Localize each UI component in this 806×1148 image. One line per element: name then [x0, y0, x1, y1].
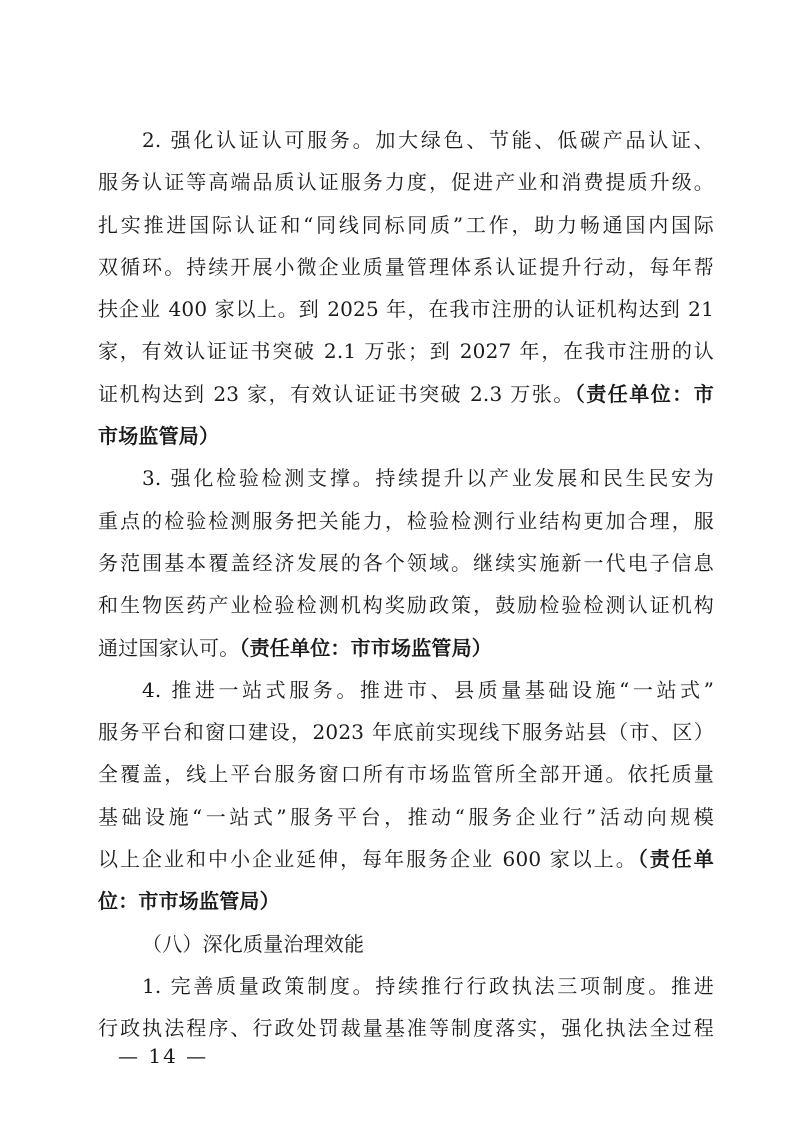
- paragraph-2-line-2: 服务认证等高端品质认证服务力度，促进产业和消费提质升级。: [98, 170, 714, 195]
- responsibility-label: （责任单位：市市场监管局）: [239, 635, 493, 660]
- responsibility-unit: 市场监管局）: [98, 424, 220, 449]
- paragraph-3-line-5-text: 通过国家认可。: [98, 635, 240, 660]
- page-number: 14: [148, 1044, 178, 1068]
- document-body: [98, 119, 714, 1050]
- paragraph-4-line-1: 4. 推进一站式服务。推进市、县质量基础设施“一站式”: [142, 677, 714, 702]
- paragraph-3-line-4: 和生物医药产业检验检测机构奖励政策，鼓励检验检测认证机构: [98, 593, 714, 618]
- paragraph-2-line-3: 扎实推进国际认证和“同线同标同质”工作，助力畅通国内国际: [98, 212, 714, 237]
- responsibility-unit: 位：市市场监管局）: [98, 889, 280, 914]
- paragraph-8-1-line-1: 1. 完善质量政策制度。持续推行行政执法三项制度。推进: [142, 973, 714, 998]
- footer-dash-left: —: [118, 1044, 140, 1068]
- paragraph-2-line-4: 双循环。持续开展小微企业质量管理体系认证提升行动，每年帮: [98, 254, 714, 279]
- section-heading: （八）深化质量治理效能: [142, 931, 365, 956]
- paragraph-2-line-5: 扶企业 400 家以上。到 2025 年，在我市注册的认证机构达到 21: [98, 297, 714, 322]
- paragraph-2-line-7-text: 证机构达到 23 家，有效认证证书突破 2.3 万张。: [98, 381, 575, 406]
- paragraph-4-line-5: [98, 838, 714, 880]
- paragraph-4-line-2: 服务平台和窗口建设，2023 年底前实现线下服务站县（市、区）: [98, 720, 714, 745]
- paragraph-3-line-5: [98, 627, 714, 669]
- responsibility-label: （责任单: [637, 847, 714, 872]
- footer-dash-right: —: [186, 1044, 209, 1068]
- paragraph-4-line-3: 全覆盖，线上平台服务窗口所有市场监管所全部开通。依托质量: [98, 762, 714, 787]
- paragraph-2-line-6: 家，有效认证证书突破 2.1 万张；到 2027 年，在我市注册的认: [98, 339, 714, 364]
- page-footer: [118, 1036, 208, 1076]
- paragraph-3-line-3: 务范围基本覆盖经济发展的各个领域。继续实施新一代电子信息: [98, 550, 714, 575]
- paragraph-4-line-4: 基础设施“一站式”服务平台，推动“服务企业行”活动向规模: [98, 804, 714, 829]
- paragraph-4-line-5-text: 以上企业和中小企业延伸，每年服务企业 600 家以上。: [98, 847, 638, 872]
- paragraph-3-line-2: 重点的检验检测服务把关能力，检验检测行业结构更加合理，服: [98, 508, 714, 533]
- paragraph-8-1-line-2: 行政执法程序、行政处罚裁量基准等制度落实，强化执法全过程: [98, 1016, 714, 1041]
- paragraph-3-line-1: 3. 强化检验检测支撑。持续提升以产业发展和民生民安为: [142, 466, 714, 491]
- responsibility-label: （责任单位：市: [574, 381, 714, 406]
- paragraph-2-line-7: [98, 373, 714, 415]
- paragraph-2-line-1: 2. 强化认证认可服务。加大绿色、节能、低碳产品认证、: [142, 128, 714, 152]
